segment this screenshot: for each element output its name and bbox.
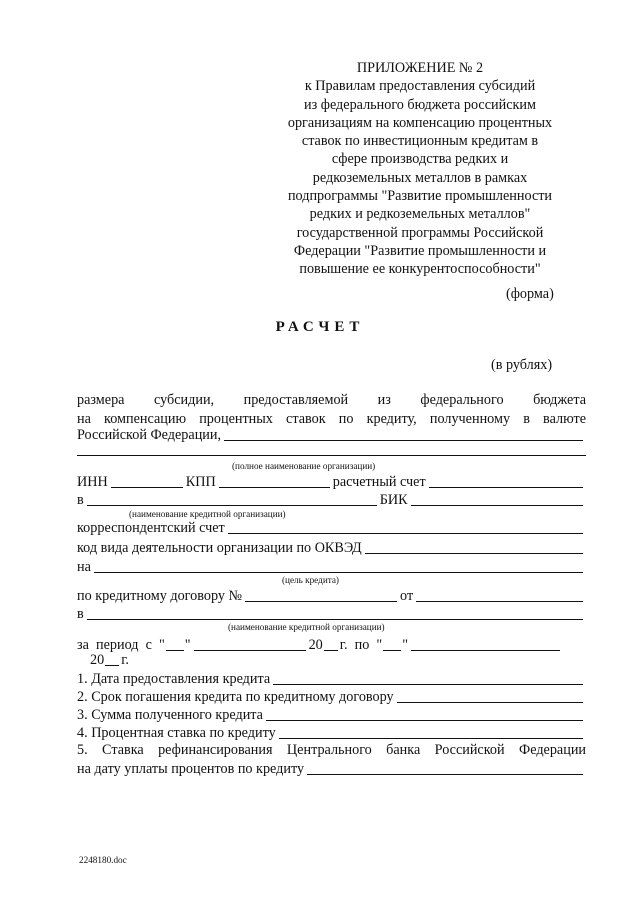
caption-bank-name: (наименование кредитной организации) — [129, 509, 286, 519]
appendix-line: государственной программы Российской — [296, 224, 544, 241]
period-day-from[interactable] — [166, 638, 184, 651]
appendix-line: подпрограммы "Развитие промышленности — [287, 188, 553, 205]
inn-row — [77, 473, 586, 491]
item-1-row — [77, 670, 586, 688]
intro-line-2: на компенсацию процентных ставок по кредиту, полученному в валюте — [77, 410, 586, 427]
year2-suffix: г. — [121, 652, 129, 668]
appendix-line: редкоземельных металлов в рамках — [312, 169, 528, 186]
quote-close-2: " — [402, 637, 408, 653]
item-4-label: 4. Процентная ставка по кредиту — [77, 725, 276, 741]
footer-filename: 2248180.doc — [79, 855, 127, 865]
period-mid: г. по " — [339, 637, 383, 653]
appendix-line: организациям на компенсацию процентных — [287, 114, 553, 131]
item-1-field[interactable] — [273, 672, 583, 685]
period-month-from[interactable] — [194, 638, 306, 651]
kpp-label: КПП — [185, 474, 216, 490]
bank-row — [77, 491, 586, 509]
appendix-header — [270, 59, 570, 279]
period-prefix: за период с " — [77, 637, 165, 653]
account-field[interactable] — [429, 475, 583, 488]
bank2-row — [77, 605, 586, 623]
okved-field[interactable] — [365, 541, 583, 554]
period-year-to[interactable] — [105, 653, 119, 666]
intro-line-3: Российской Федерации, — [77, 427, 222, 443]
item-2-field[interactable] — [397, 690, 583, 703]
item-5-field[interactable] — [307, 762, 583, 775]
form-label: (форма) — [506, 286, 554, 302]
appendix-line: Федерации "Развитие промышленности и — [293, 242, 547, 259]
item-4-row — [77, 724, 586, 742]
period-year-from[interactable] — [324, 638, 338, 651]
okved-row — [77, 539, 586, 557]
item-4-field[interactable] — [279, 726, 583, 739]
item-5-cont-label: на дату уплаты процентов по кредиту — [77, 761, 305, 777]
item-5-row — [77, 742, 586, 760]
corr-account-field[interactable] — [228, 521, 583, 534]
appendix-line: сфере производства редких и — [331, 151, 509, 168]
caption-bank-name-2: (наименование кредитной организации) — [228, 622, 385, 632]
item-5-cont-row — [77, 760, 586, 778]
document-title: РАСЧЕТ — [275, 319, 365, 335]
bank-field[interactable] — [87, 493, 377, 506]
inn-label: ИНН — [77, 474, 108, 490]
quote-close: " — [184, 637, 191, 653]
agreement-date-field[interactable] — [416, 589, 583, 602]
appendix-line: ПРИЛОЖЕНИЕ № 2 — [356, 60, 484, 76]
okved-label: код вида деятельности организации по ОКВЭД — [77, 540, 362, 556]
item-3-row — [77, 706, 586, 724]
credit-purpose-field[interactable] — [94, 560, 583, 573]
org-row — [77, 426, 586, 444]
item-5-label: 5. Ставка рефинансирования Центрального банка Российской Федерации — [77, 742, 586, 758]
caption-org-name: (полное наименование организации) — [232, 461, 376, 471]
year-prefix: 20 — [308, 637, 323, 653]
account-label: расчетный счет — [332, 474, 426, 490]
on-label: на — [77, 559, 91, 575]
item-1-label: 1. Дата предоставления кредита — [77, 671, 271, 687]
credit-agreement-label: по кредитному договору № — [77, 588, 243, 604]
kpp-field[interactable] — [219, 475, 330, 488]
agreement-number-field[interactable] — [245, 589, 397, 602]
intro-text — [77, 391, 586, 428]
purpose-row — [77, 558, 586, 576]
period-month-to[interactable] — [411, 638, 560, 651]
item-3-label: 3. Сумма полученного кредита — [77, 707, 263, 723]
agreement-row — [77, 587, 586, 605]
intro-line-1: размера субсидии, предоставляемой из федерального бюджета — [77, 392, 586, 408]
bank2-field[interactable] — [87, 607, 583, 620]
bik-label: БИК — [379, 492, 408, 508]
appendix-line: из федерального бюджета российским — [304, 96, 536, 113]
in2-label: в — [77, 606, 84, 622]
corr-account-row — [77, 519, 586, 537]
item-2-label: 2. Срок погашения кредита по кредитному договору — [77, 689, 394, 705]
year2-prefix: 20 — [90, 652, 105, 668]
item-3-field[interactable] — [266, 708, 583, 721]
year2-row — [90, 651, 190, 669]
corr-account-label: корреспондентский счет — [77, 520, 225, 536]
inn-field[interactable] — [111, 475, 183, 488]
units-label: (в рублях) — [491, 357, 553, 373]
org-name-field-2[interactable] — [77, 455, 586, 456]
caption-credit-purpose: (цель кредита) — [282, 575, 339, 585]
appendix-line: к Правилам предоставления субсидий — [304, 78, 536, 95]
appendix-line: редких и редкоземельных металлов" — [309, 206, 531, 223]
appendix-line: повышение ее конкурентоспособности" — [299, 261, 541, 278]
item-2-row — [77, 688, 586, 706]
period-day-to[interactable] — [383, 638, 401, 651]
in-label: в — [77, 492, 84, 508]
appendix-line: ставок по инвестиционным кредитам в — [301, 133, 539, 150]
from-label: от — [400, 588, 414, 604]
org-name-field[interactable] — [224, 428, 583, 441]
bik-field[interactable] — [411, 493, 583, 506]
